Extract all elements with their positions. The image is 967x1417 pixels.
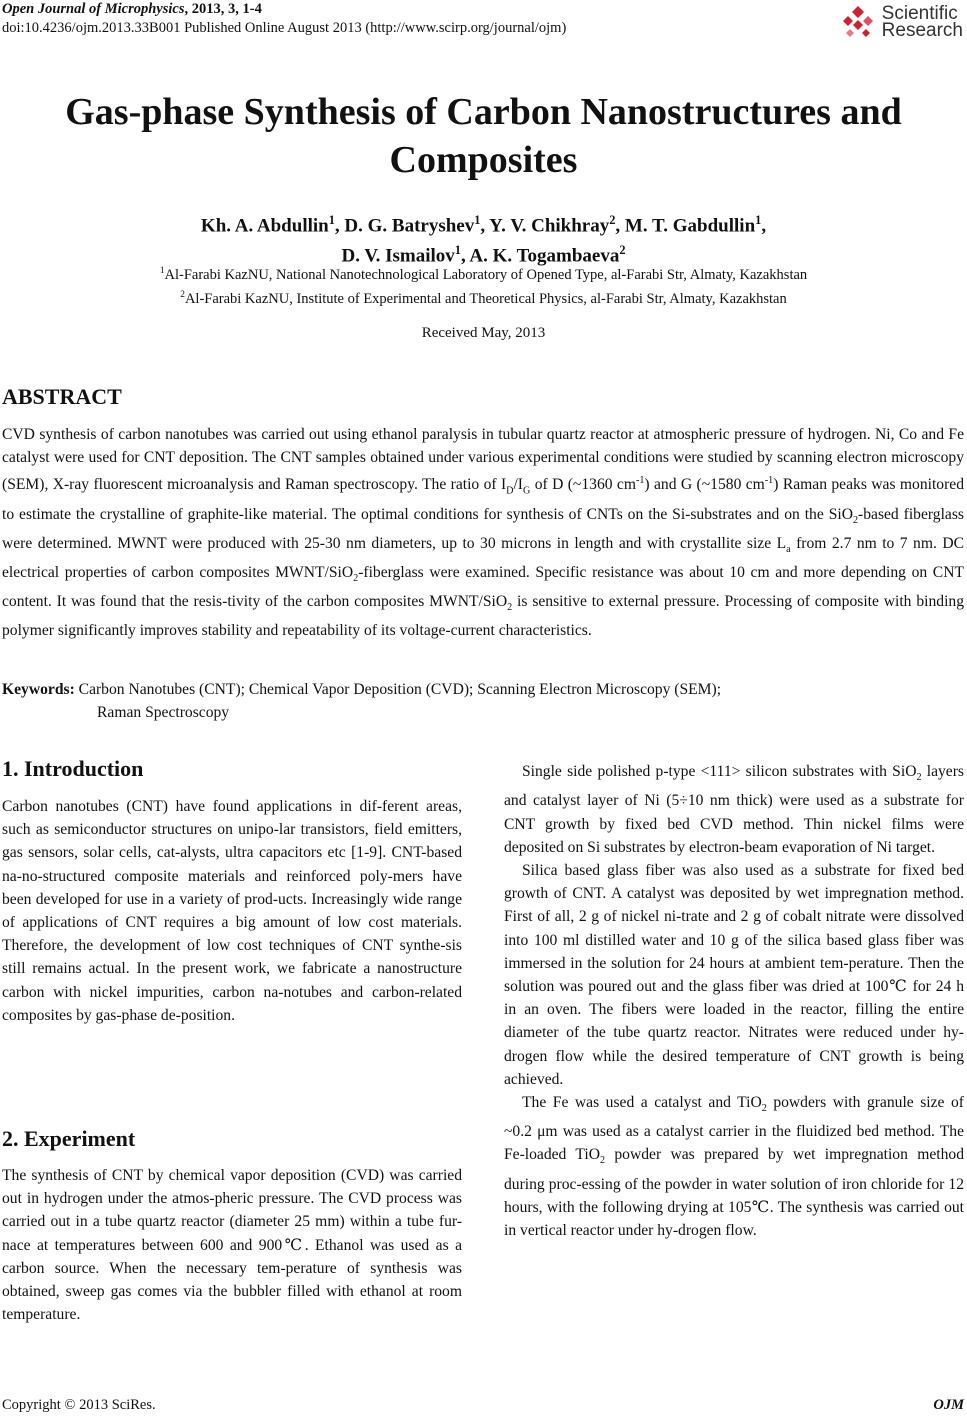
introduction-heading: 1. Introduction <box>2 756 144 781</box>
doi-line: doi:10.4236/ojm.2013.33B001 Published Online August 2013 (http://www.scirp.org/journal/ojm) <box>2 20 567 36</box>
received-date: Received May, 2013 <box>421 325 546 341</box>
keywords-label: Keywords: <box>2 681 75 698</box>
scientific-research-logo-icon <box>840 4 876 40</box>
page-footer <box>2 1397 964 1414</box>
affiliation-1: $^1$Al-Farabi KazNU, National Nanotechnological Laboratory of Opened Type, al-Farabi Str, Almaty, Kazakhstan <box>159 266 808 283</box>
volume-info: , 2013, 3, 1-4 <box>184 1 262 17</box>
publisher-logo <box>840 2 963 42</box>
keywords: Keywords: Carbon Nanotubes (CNT); Chemical Vapor Deposition (CVD); Scanning Electron Microscopy (SEM); Raman Spectroscopy <box>2 681 722 721</box>
paper-title: Gas-phase Synthesis of Carbon Nanostructures and Composites <box>65 91 902 181</box>
copyright: Copyright © 2013 SciRes. <box>2 1397 156 1413</box>
right-column <box>504 760 964 1242</box>
abstract-text: CVD synthesis of carbon nanotubes was carried out using ethanol paralysis in tubular quartz reactor at atmospheric pressure of hydrogen. Ni, Co and Fe catalyst were used for CNT deposition. The CNT samples obtained under various experimental conditions were studied by scanning electron microscopy (SEM), X-ray fluorescent microanalysis and Raman spectroscopy. The ratio of $I_D/I_G$ of D (~1360 $cm^{-1}$) and G (~1580 $cm^{-1}$) Raman peaks was monitored to estimate the crystalline of graphite-like material. The optimal conditions for synthesis of CNTs on the Si-substrates and on the SiO$_2$-based fiberglass were determined. MWNT were produced with 25-30 nm diameters, up to 30 microns in length and with crystallite size $L_a$ from 2.7 nm to 7 nm. DC electrical properties of carbon composites MWNT/SiO$_2$-fiberglass were examined. Specific resistance was about 10 cm and more depending on CNT content. It was found that the resis-tivity of the carbon composites MWNT/SiO$_2$ is sensitive to external pressure. Processing of composite with binding polymer significantly improves stability and repeatability of its voltage-current characteristics. <box>2 426 965 640</box>
abstract-heading: ABSTRACT <box>2 384 122 409</box>
experiment-heading: 2. Experiment <box>2 1126 136 1151</box>
author-list: Kh. A. Abdullin$^1$, D. G. Batryshev$^1$, Y. V. Chikhray$^2$, M. T. Gabdullin$^1$, D. V. Ismailov$^1$, A. K. Togambaeva$^2$ <box>200 213 767 267</box>
affiliation-2: $^2$Al-Farabi KazNU, Institute of Experimental and Theoretical Physics, al-Farabi Str, Almaty, Kazakhstan <box>180 290 787 307</box>
experiment-body: The synthesis of CNT by chemical vapor deposition (CVD) was carried out in hydrogen under the atmos-pheric pressure. The CVD process was carried out in a tube quartz reactor (diameter 25 mm) within a tube fur-nace at temperatures between 600 and 900℃. Ethanol was used as a carbon source. When the necessary tem-perature of synthesis was obtained, sweep gas comes via the bubbler filled with ethanol at room temperature. <box>2 1167 462 1324</box>
paragraph-fe-catalyst: The Fe was used a catalyst and TiO$_2$ powders with granule size of ~0.2 μm was used as a catalyst carrier in the fluidized bed method. The Fe-loaded TiO$_2$ powder was prepared by wet impregnation method during proc-essing of the powder in water solution of iron chloride for 12 hours, with the following drying at 105℃. The synthesis was carried out in vertical reactor under hy-drogen flow. <box>504 1093 964 1240</box>
journal-abbreviation: OJM <box>933 1397 964 1413</box>
paragraph-substrates: Single side polished p-type <111> silicon substrates with SiO$_2$ layers and catalyst layer of Ni (5÷10 nm thick) were used as a substrate for CNT growth by fixed bed CVD method. Thin nickel films were deposited on Si substrates by electron-beam evaporation of Ni target. <box>504 763 964 856</box>
journal-name: Open Journal of Microphysics <box>2 1 185 17</box>
running-header <box>2 0 566 38</box>
paragraph-glass-fiber: Silica based glass fiber was also used as a substrate for fixed bed growth of CNT. A catalyst was deposited by wet impregnation method. First of all, 2 g of nickel ni-trate and 2 g of cobalt nitrate were dissolved into 100 ml distilled water and 10 g of the silica based glass fiber was immersed in the solution for 24 hours at ambient tem-perature. Then the solution was poured out and the glass fiber was dried at 100℃ for 24 h in an oven. The fibers were loaded in the reactor, filling the entire diameter of the tube quartz reactor. Nitrates were reduced under hy-drogen flow while the desired temperature of CNT growth is being achieved. <box>504 861 964 1088</box>
introduction-body: Carbon nanotubes (CNT) have found applications in dif-ferent areas, such as semiconductor structures on unipo-lar transistors, field emitters, gas sensors, solar cells, cat-alysts, ultra capacitors etc [1-9]. CNT-based na-no-structured composite materials and reinforced poly-mers have been developed for use in a variety of prod-ucts. Increasingly wide range of applications of CNT requires a big amount of low cost materials. Therefore, the development of low cost techniques of CNT synthe-sis still remains actual. In the present work, we fabricate a nanostructure carbon with nickel impurities, carbon na-notubes and carbon-related composites by gas-phase de-position. <box>2 798 462 1024</box>
logo-text: Scientific Research <box>881 3 963 41</box>
